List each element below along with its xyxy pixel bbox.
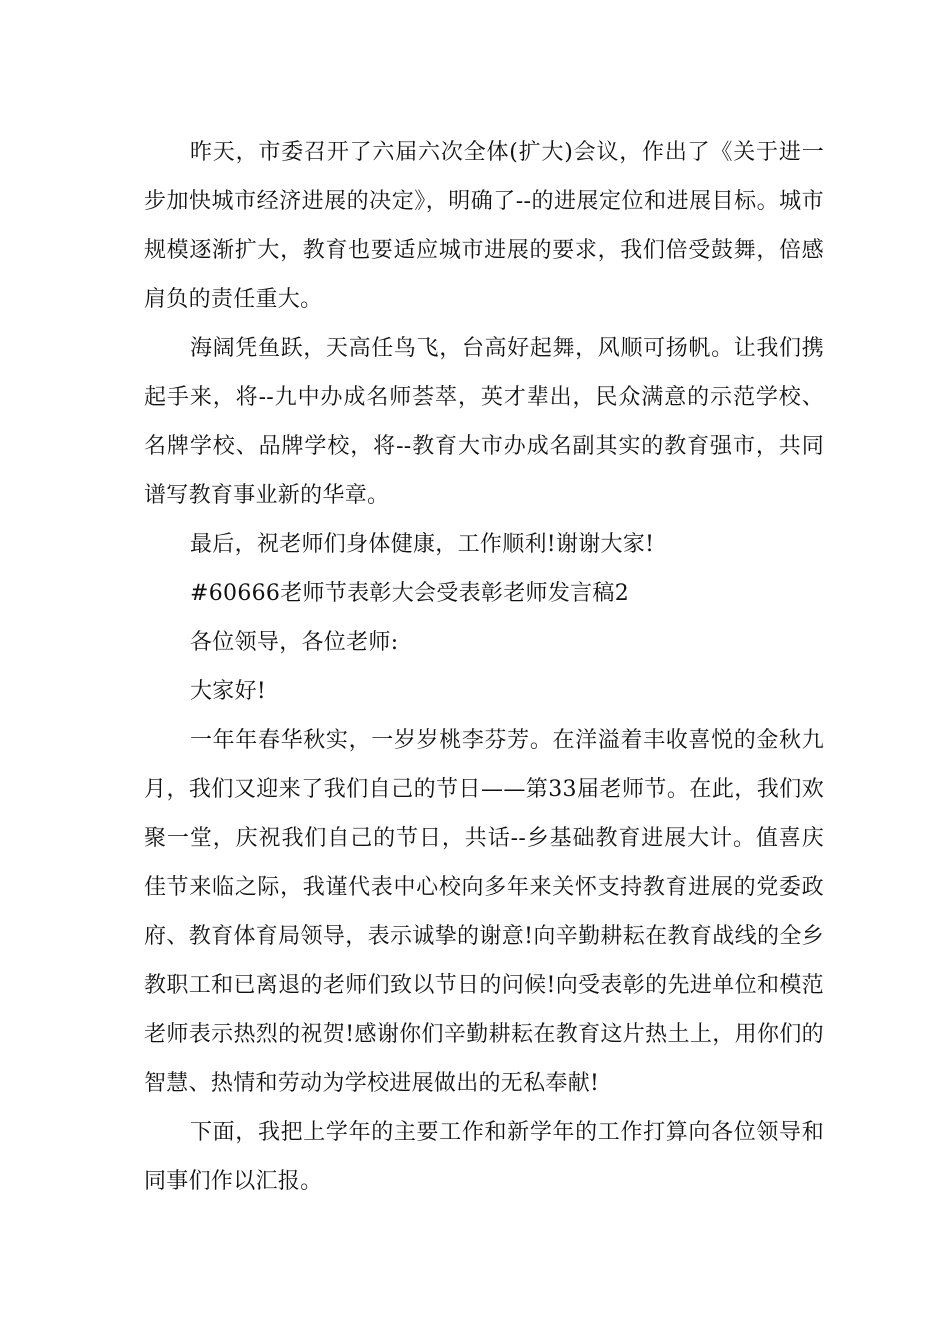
paragraph-city-meeting: 昨天，市委召开了六届六次全体(扩大)会议，作出了《关于进一步加快城市经济进展的决定》，明确了--的进展定位和进展目标。城市规模逐渐扩大，教育也要适应城市进展的要求，我们倍受鼓舞，倍感肩负的责任重大。 <box>144 140 824 312</box>
paragraph-teachers-day: 一年年春华秋实，一岁岁桃李芬芳。在洋溢着丰收喜悦的金秋九月，我们又迎来了我们自己的节日——第33届老师节。在此，我们欢聚一堂，庆祝我们自己的节日，共话--乡基础教育进展大计。值喜庆佳节来临之际，我谨代表中心校向多年来关怀支持教育进展的党委政府、教育体育局领导，表示诚挚的谢意!向辛勤耕耘在教育战线的全乡教职工和已离退的老师们致以节日的问候!向受表彰的先进单位和模范老师表示热烈的祝贺!感谢你们辛勤耕耘在教育这片热土上，用你们的智慧、热情和劳动为学校进展做出的无私奉献! <box>144 728 824 1096</box>
greeting: 大家好! <box>190 679 267 704</box>
paragraph-closing-wishes: 最后，祝老师们身体健康，工作顺利!谢谢大家! <box>190 532 655 557</box>
paragraph-vision: 海阔凭鱼跃，天高任鸟飞，台高好起舞，风顺可扬帆。让我们携起手来，将--九中办成名师荟萃，英才辈出，民众满意的示范学校、名牌学校、品牌学校，将--教育大市办成名副其实的教育强市，共同谱写教育事业新的华章。 <box>144 336 824 508</box>
salutation: 各位领导，各位老师: <box>190 630 399 655</box>
section-heading: #60666老师节表彰大会受表彰老师发言稿2 <box>190 581 630 606</box>
paragraph-report-intro: 下面，我把上学年的主要工作和新学年的工作打算向各位领导和同事们作以汇报。 <box>144 1120 824 1194</box>
document-body <box>144 128 824 1206</box>
